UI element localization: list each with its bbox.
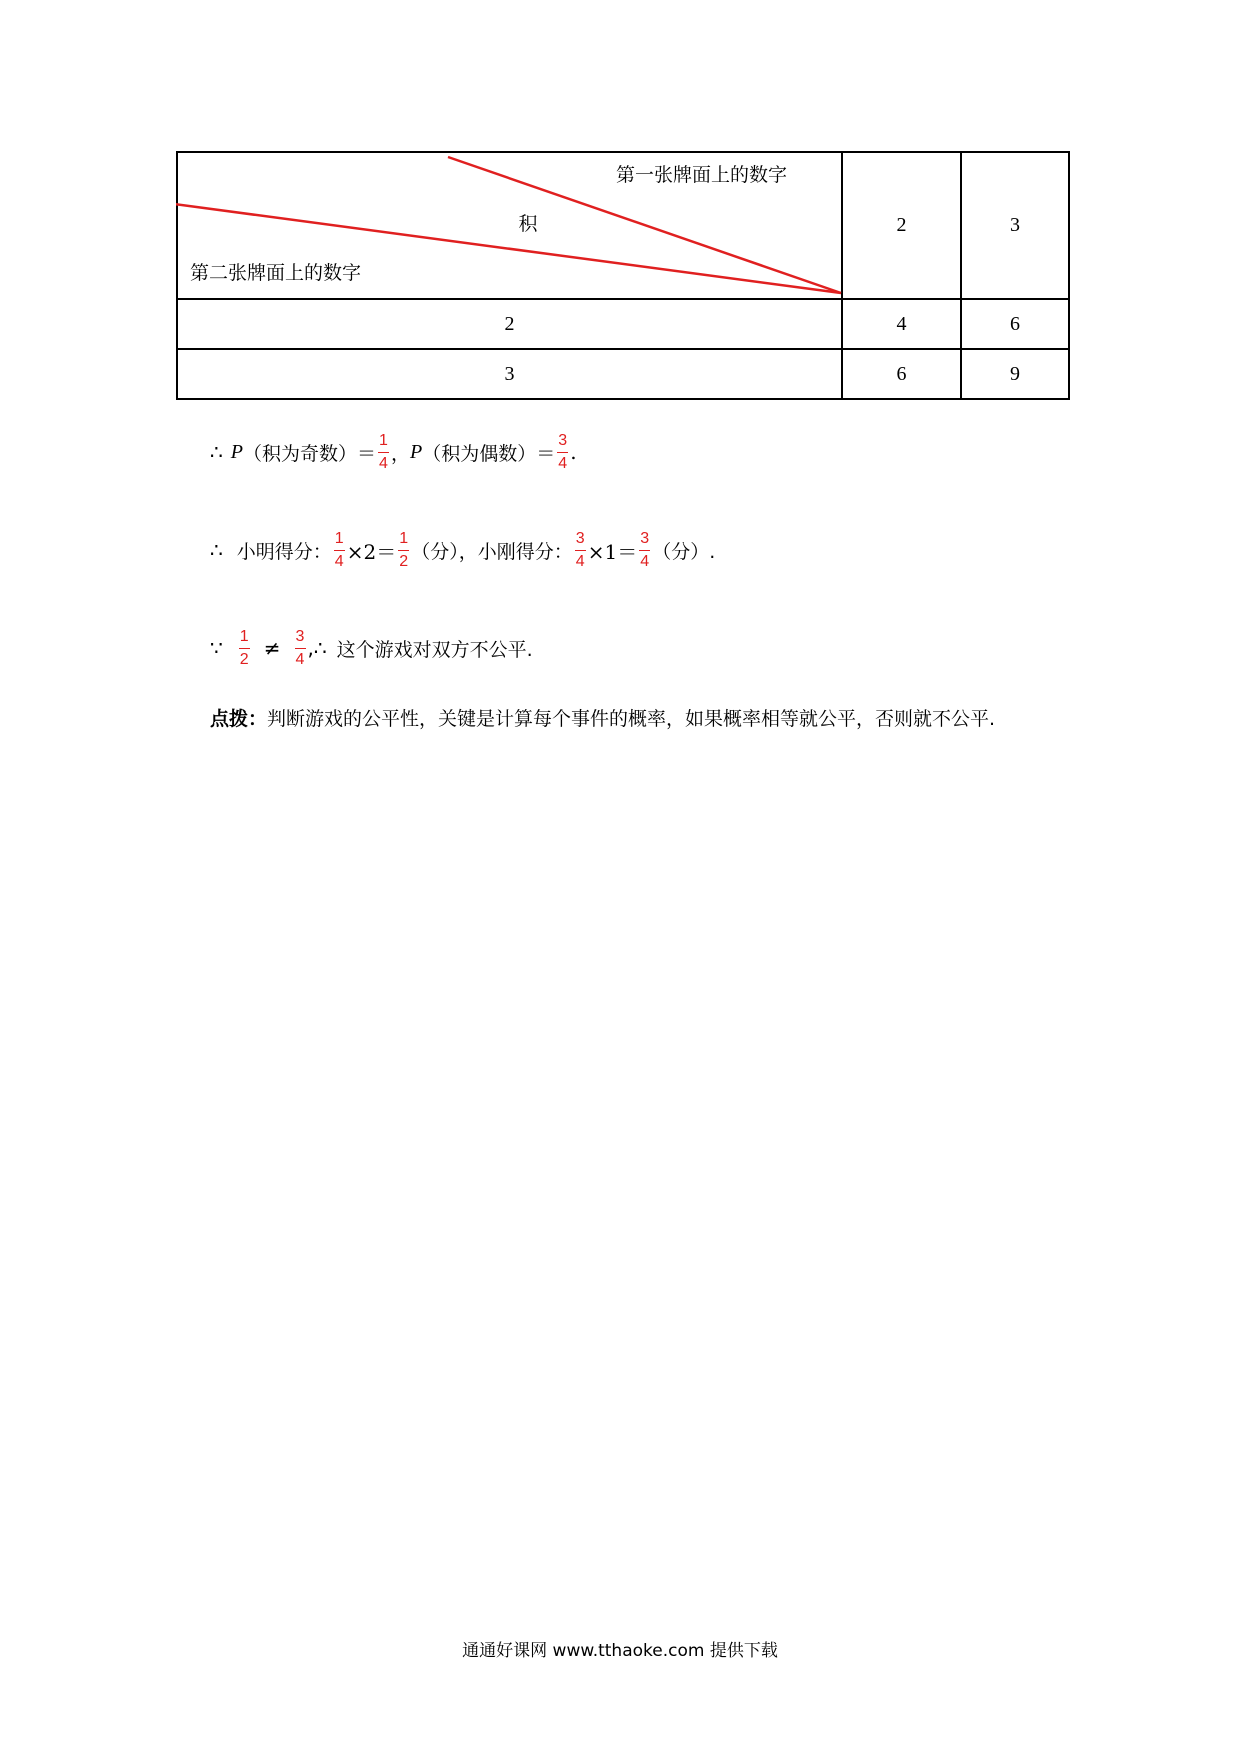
fraction-numerator: 3 [295, 627, 305, 645]
fraction [398, 530, 409, 571]
multiply-two: ×2＝ [346, 539, 397, 564]
fraction [639, 530, 650, 571]
fraction-denominator: 2 [239, 650, 249, 668]
fraction-denominator: 4 [575, 552, 585, 570]
even-product-text: （积为偶数）＝ [422, 442, 556, 465]
not-equal-symbol: ≠ [263, 636, 281, 660]
table-cell: 4 [896, 313, 907, 335]
odd-product-text: （积为奇数）＝ [242, 442, 376, 465]
fraction [239, 628, 250, 669]
header-top-label: 第一张牌面上的数字 [616, 164, 788, 186]
fraction-denominator: 4 [379, 454, 388, 472]
table-border-right [1068, 151, 1070, 400]
multiply-one: ×1＝ [587, 539, 638, 564]
fraction-denominator: 4 [558, 454, 568, 472]
therefore-symbol: ∴ [210, 440, 223, 464]
fraction-numerator: 3 [575, 529, 585, 547]
header-bottom-label: 第二张牌面上的数字 [190, 262, 362, 284]
fraction-odd [378, 432, 389, 473]
header-mid-label: 积 [518, 213, 538, 235]
score-table [176, 151, 1070, 400]
tip-label: 点拨： [210, 708, 268, 730]
fraction-numerator: 3 [558, 431, 568, 449]
fraction-numerator: 1 [379, 431, 388, 449]
fraction-denominator: 2 [399, 552, 409, 570]
row-label: 3 [504, 363, 515, 385]
table-border-bottom [176, 398, 1070, 400]
row-label: 2 [504, 313, 515, 335]
score-line [210, 520, 715, 580]
p-symbol: P [409, 440, 423, 463]
fraction-numerator: 1 [334, 529, 344, 547]
xiaoming-score-label: 小明得分： [236, 540, 332, 563]
probability-line [210, 422, 577, 482]
fraction-even [557, 432, 568, 473]
col-value: 3 [1010, 214, 1020, 236]
score-unit-text: （分）. [652, 540, 716, 563]
fraction [575, 530, 586, 571]
period: . [570, 440, 577, 464]
therefore-symbol: ∴ [210, 538, 223, 562]
fraction-denominator: 4 [334, 552, 344, 570]
because-symbol: ∵ [210, 636, 223, 660]
fraction-numerator: 1 [399, 529, 409, 547]
tip-paragraph [210, 694, 1070, 744]
fraction [295, 628, 306, 669]
fraction-denominator: 4 [295, 650, 305, 668]
table-cell: 9 [1010, 363, 1020, 385]
fraction [334, 530, 345, 571]
fraction-numerator: 3 [640, 529, 650, 547]
p-symbol: P [230, 440, 243, 463]
conclusion-line [210, 618, 533, 678]
col-value: 2 [896, 214, 907, 236]
table-row-divider [176, 348, 1070, 350]
page-footer: 通通好课网 www.tthaoke.com 提供下载 [462, 1641, 778, 1661]
table-col-divider [960, 151, 962, 400]
table-cell: 6 [896, 363, 907, 385]
fraction-denominator: 4 [640, 552, 650, 570]
tip-text: 判断游戏的公平性，关键是计算每个事件的概率，如果概率相等就公平，否则就不公平. [267, 708, 996, 730]
fraction-numerator: 1 [239, 627, 249, 645]
xiaogang-score-label: （分），小刚得分： [411, 540, 573, 563]
table-cell: 6 [1010, 313, 1020, 335]
conclusion-text: 这个游戏对双方不公平. [336, 638, 533, 661]
therefore-symbol: ,∴ [307, 636, 327, 660]
comma: ， [390, 442, 410, 465]
